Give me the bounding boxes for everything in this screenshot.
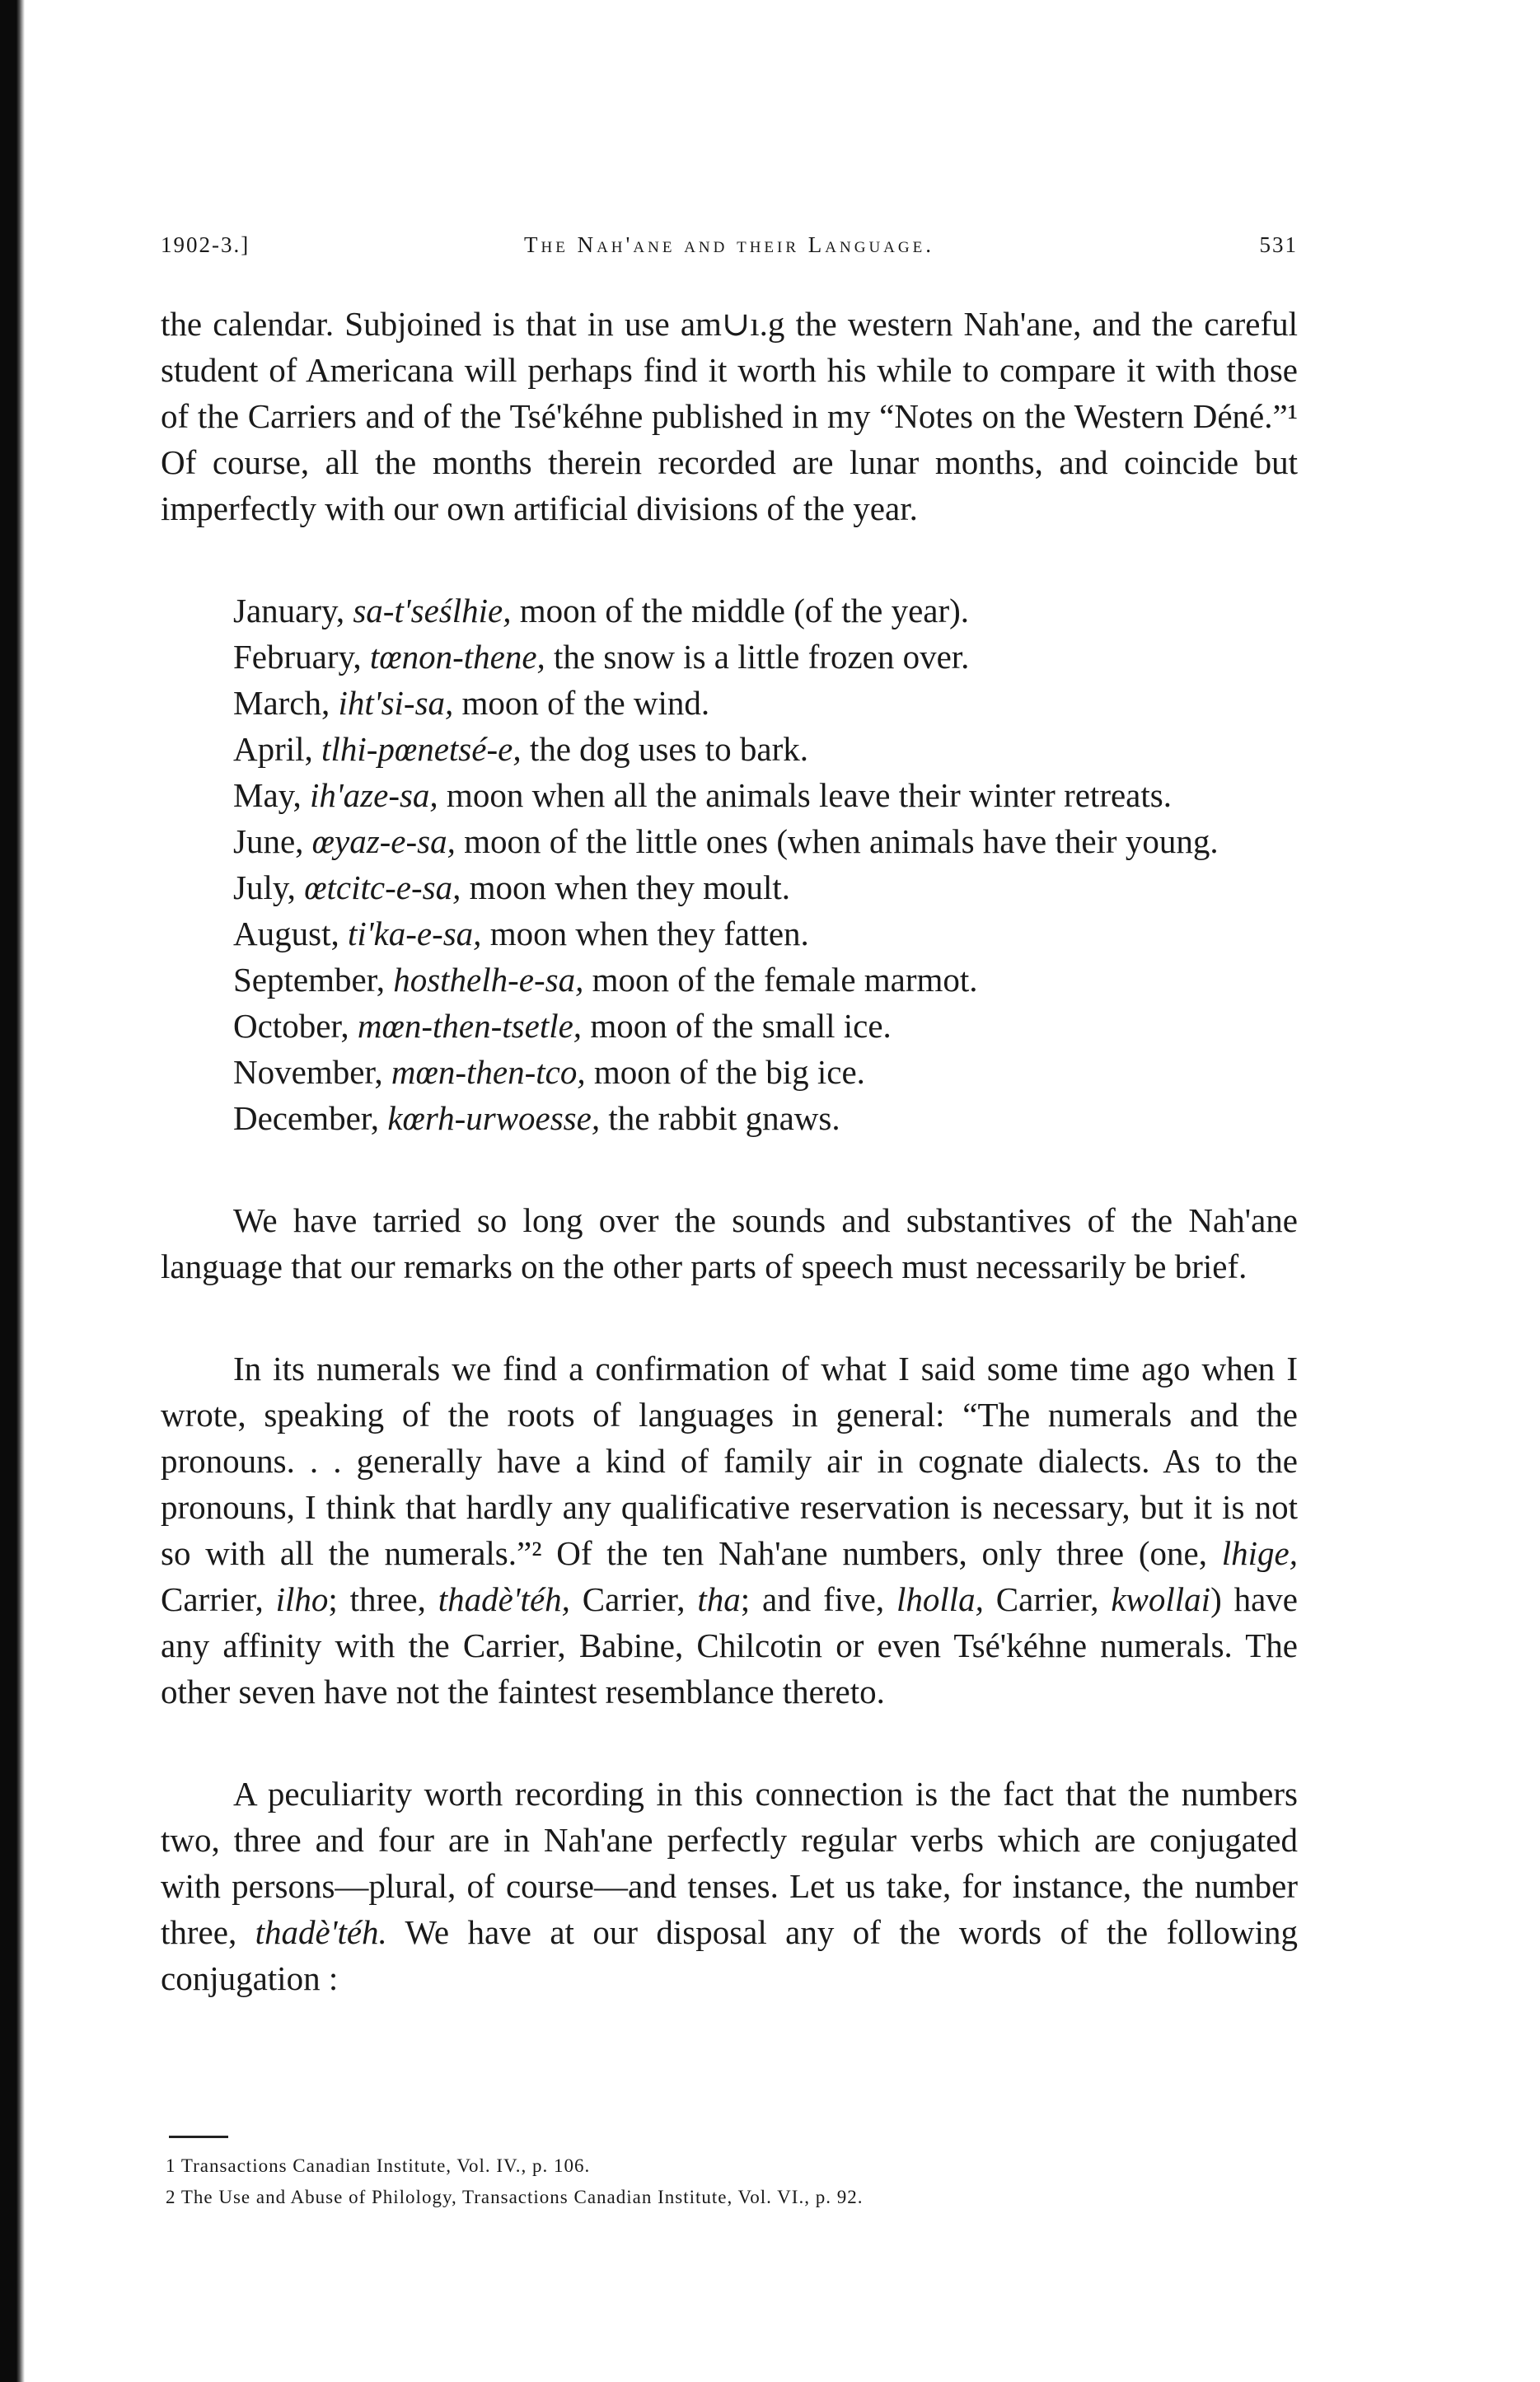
running-header [161, 232, 1298, 265]
footnote-rule [169, 2136, 228, 2138]
spacer [161, 1289, 1298, 1345]
footnotes [161, 2150, 1298, 2213]
paragraph-numerals: In its numerals we find a confirmation of what I said some time ago when I wrote, speaking of the roots of languages in general: “The numerals and the pronouns. . . generally have a kind of family air in cognate dialects. As to the pronouns, I think that hardly any qualificative reservation is necessary, but it is not so with all the numerals.”² Of the ten Nah'ane numbers, only three (one, lhige, Carrier, ilho; three, thadè'téh, Carrier, tha; and five, lholla, Carrier, kwollai) have any affinity with the Carrier, Babine, Chilcotin or even Tsé'kéhne numerals. The other seven have not the faintest resemblance thereto. [161, 1350, 1298, 1710]
header-year: 1902-3.] [161, 232, 250, 257]
list-item: August, ti'ka-e-sa, moon when they fatten. [233, 915, 809, 952]
list-item: June, œyaz-e-sa, moon of the little ones (when animals have their young. [233, 822, 1219, 860]
list-item: November, mœn-then-tco, moon of the big ice. [233, 1053, 865, 1091]
list-item: February, tœnon-thene, the snow is a little frozen over. [233, 638, 970, 676]
paragraph-conjugation: A peculiarity worth recording in this connection is the fact that the numbers two, three and four are in Nah'ane perfectly regular verbs which are conjugated with persons—plural, of course—and tenses. Let us take, for instance, the number three, thadè'téh. We have at our disposal any of the words of the following conjugation : [161, 1775, 1298, 1997]
footnote-2: 2 The Use and Abuse of Philology, Transactions Canadian Institute, Vol. VI., p. 92. [166, 2187, 864, 2207]
list-item: January, sa-t'seślhie, moon of the middle (of the year). [233, 592, 970, 629]
intro-paragraph: the calendar. Subjoined is that in use am∪ı.g the western Nah'ane, and the careful student of Americana will perhaps find it worth his while to compare it with those of the Carriers and of the Tsé'kéhne published in my “Notes on the Western Déné.”¹ Of course, all the months therein recorded are lunar months, and coincide but imperfectly with our own artificial divisions of the year. [161, 305, 1298, 527]
header-title: The Nah'ane and their Language. [524, 232, 934, 257]
binding-edge [0, 0, 25, 2382]
spacer [161, 1141, 1298, 1197]
paragraph-speech: We have tarried so long over the sounds and substantives of the Nah'ane language that our remarks on the other parts of speech must necessarily be brief. [161, 1201, 1298, 1285]
list-item: March, iht'si-sa, moon of the wind. [233, 684, 710, 722]
list-item: May, ih'aze-sa, moon when all the animals leave their winter retreats. [233, 776, 1172, 814]
body-text [161, 301, 1298, 2001]
list-item: July, œtcitc-e-sa, moon when they moult. [233, 868, 791, 906]
month-list [161, 587, 1298, 1141]
list-item: September, hosthelh-e-sa, moon of the female marmot. [233, 961, 978, 999]
page-number: 531 [1259, 232, 1298, 257]
spacer [161, 531, 1298, 587]
list-item: December, kœrh-urwoesse, the rabbit gnaws. [233, 1099, 840, 1137]
spacer [161, 1715, 1298, 1771]
list-item: October, mœn-then-tsetle, moon of the small ice. [233, 1007, 892, 1045]
footnote-1: 1 Transactions Canadian Institute, Vol. IV., p. 106. [166, 2155, 591, 2176]
list-item: April, tlhi-pœnetsé-e, the dog uses to bark. [233, 730, 809, 768]
